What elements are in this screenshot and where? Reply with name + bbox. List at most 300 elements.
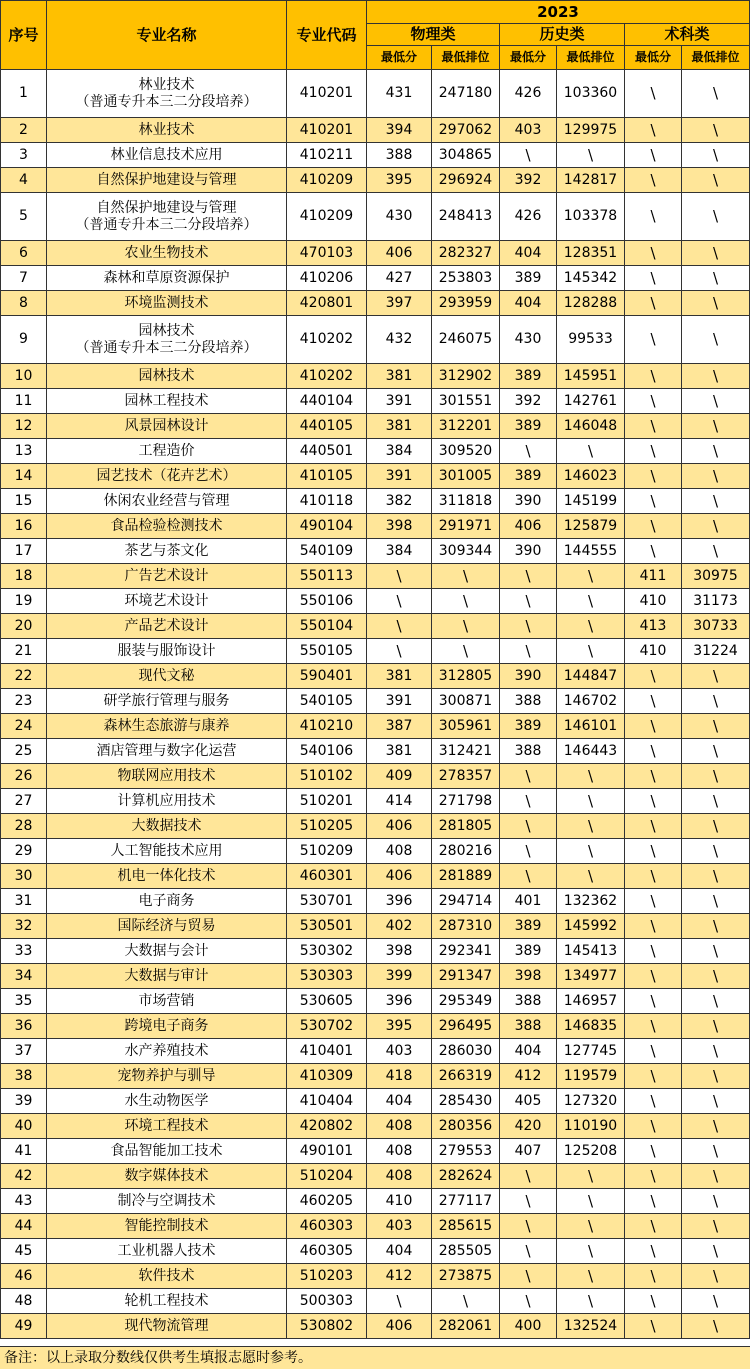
cell-history-min-rank: 119579 xyxy=(557,1064,625,1089)
cell-no: 19 xyxy=(1,589,47,614)
cell-physics-min-score: \ xyxy=(367,614,432,639)
cell-art-min-rank: \ xyxy=(682,193,750,241)
cell-history-min-score: \ xyxy=(500,814,557,839)
cell-physics-min-score: 388 xyxy=(367,143,432,168)
cell-physics-min-score: 406 xyxy=(367,864,432,889)
cell-physics-min-score: 398 xyxy=(367,514,432,539)
cell-art-min-rank: \ xyxy=(682,514,750,539)
cell-history-min-score: \ xyxy=(500,439,557,464)
cell-major-name xyxy=(47,364,287,389)
cell-history-min-score: 405 xyxy=(500,1089,557,1114)
cell-physics-min-rank: 279553 xyxy=(432,1139,500,1164)
cell-art-min-score: \ xyxy=(625,839,682,864)
cell-physics-min-rank: 285615 xyxy=(432,1214,500,1239)
cell-art-min-rank: \ xyxy=(682,664,750,689)
cell-history-min-rank: 129975 xyxy=(557,118,625,143)
cell-physics-min-score: 396 xyxy=(367,989,432,1014)
cell-art-min-rank: \ xyxy=(682,1189,750,1214)
cell-major-code: 460205 xyxy=(287,1189,367,1214)
cell-physics-min-rank: 301005 xyxy=(432,464,500,489)
cell-physics-min-rank: 309344 xyxy=(432,539,500,564)
cell-major-name xyxy=(47,1114,287,1139)
table-row xyxy=(1,1039,750,1064)
cell-history-min-score: \ xyxy=(500,1164,557,1189)
cell-history-min-rank: \ xyxy=(557,839,625,864)
major-name-line: 数字媒体技术 xyxy=(124,1167,209,1184)
cell-no: 36 xyxy=(1,1014,47,1039)
cell-art-min-rank: \ xyxy=(682,1114,750,1139)
cell-history-min-rank: 103378 xyxy=(557,193,625,241)
major-name-line: 休闲农业经营与管理 xyxy=(103,492,230,509)
cell-physics-min-score: 381 xyxy=(367,739,432,764)
cell-physics-min-rank: 304865 xyxy=(432,143,500,168)
cell-art-min-rank: \ xyxy=(682,1314,750,1339)
cell-no: 1 xyxy=(1,70,47,118)
cell-art-min-score: \ xyxy=(625,1164,682,1189)
major-name-line: 产品艺术设计 xyxy=(124,617,209,634)
cell-physics-min-score: 391 xyxy=(367,464,432,489)
cell-art-min-score: \ xyxy=(625,464,682,489)
cell-art-min-rank: \ xyxy=(682,143,750,168)
cell-history-min-score: 392 xyxy=(500,168,557,193)
cell-major-name xyxy=(47,514,287,539)
table-row xyxy=(1,514,750,539)
cell-major-code: 460303 xyxy=(287,1214,367,1239)
cell-no: 41 xyxy=(1,1139,47,1164)
major-name-note: （普通专升本三二分段培养） xyxy=(75,216,258,233)
cell-art-min-rank: \ xyxy=(682,464,750,489)
cell-history-min-rank: 146702 xyxy=(557,689,625,714)
cell-history-min-rank: \ xyxy=(557,589,625,614)
cell-art-min-score: \ xyxy=(625,764,682,789)
cell-art-min-rank: \ xyxy=(682,714,750,739)
major-name-line: 林业技术 xyxy=(138,76,195,93)
major-name-line: 森林和草原资源保护 xyxy=(103,269,230,286)
major-name-line: 轮机工程技术 xyxy=(124,1292,209,1309)
major-name-line: 市场营销 xyxy=(138,992,195,1009)
cell-major-code: 530501 xyxy=(287,914,367,939)
major-name-line: 园艺技术（花卉艺术） xyxy=(96,467,237,484)
cell-history-min-score: 389 xyxy=(500,364,557,389)
table-row xyxy=(1,489,750,514)
cell-history-min-score: 401 xyxy=(500,889,557,914)
cell-history-min-score: 398 xyxy=(500,964,557,989)
cell-history-min-score: \ xyxy=(500,789,557,814)
cell-physics-min-score: 384 xyxy=(367,539,432,564)
cell-no: 13 xyxy=(1,439,47,464)
cell-major-name xyxy=(47,839,287,864)
cell-major-code: 410210 xyxy=(287,714,367,739)
major-name-line: 环境艺术设计 xyxy=(124,592,209,609)
cell-no: 9 xyxy=(1,316,47,364)
cell-history-min-score: 404 xyxy=(500,241,557,266)
cell-history-min-rank: \ xyxy=(557,864,625,889)
major-name-line: 酒店管理与数字化运营 xyxy=(96,742,237,759)
cell-physics-min-rank: 285430 xyxy=(432,1089,500,1114)
table-row xyxy=(1,1289,750,1314)
table-row xyxy=(1,689,750,714)
cell-art-min-rank: \ xyxy=(682,689,750,714)
major-name-line: 森林生态旅游与康养 xyxy=(103,717,230,734)
cell-physics-min-rank: 301551 xyxy=(432,389,500,414)
cell-history-min-score: \ xyxy=(500,1189,557,1214)
cell-art-min-score: \ xyxy=(625,1114,682,1139)
cell-no: 18 xyxy=(1,564,47,589)
table-row xyxy=(1,193,750,241)
cell-physics-min-rank: 296495 xyxy=(432,1014,500,1039)
cell-history-min-rank: 145342 xyxy=(557,266,625,291)
cell-major-name xyxy=(47,814,287,839)
cell-history-min-score: 392 xyxy=(500,389,557,414)
cell-major-code: 490104 xyxy=(287,514,367,539)
cell-history-min-rank: 145951 xyxy=(557,364,625,389)
cell-major-name xyxy=(47,143,287,168)
cell-art-min-score: 410 xyxy=(625,639,682,664)
cell-art-min-score: \ xyxy=(625,414,682,439)
cell-major-name xyxy=(47,639,287,664)
table-row xyxy=(1,389,750,414)
cell-physics-min-score: 387 xyxy=(367,714,432,739)
table-row xyxy=(1,70,750,118)
cell-history-min-rank: 146835 xyxy=(557,1014,625,1039)
cell-no: 26 xyxy=(1,764,47,789)
cell-no: 22 xyxy=(1,664,47,689)
cell-art-min-rank: \ xyxy=(682,1214,750,1239)
cell-art-min-score: \ xyxy=(625,1264,682,1289)
cell-history-min-score: \ xyxy=(500,864,557,889)
table-row xyxy=(1,864,750,889)
cell-major-code: 460301 xyxy=(287,864,367,889)
table-row xyxy=(1,316,750,364)
cell-art-min-rank: \ xyxy=(682,814,750,839)
cell-history-min-rank: 127745 xyxy=(557,1039,625,1064)
cell-art-min-score: \ xyxy=(625,864,682,889)
cell-art-min-rank: \ xyxy=(682,1089,750,1114)
cell-no: 2 xyxy=(1,118,47,143)
cell-major-code: 590401 xyxy=(287,664,367,689)
cell-history-min-score: \ xyxy=(500,143,557,168)
cell-physics-min-score: 397 xyxy=(367,291,432,316)
table-row xyxy=(1,241,750,266)
cell-no: 7 xyxy=(1,266,47,291)
cell-major-name xyxy=(47,989,287,1014)
header-art-min-rank: 最低排位 xyxy=(682,46,750,70)
cell-physics-min-rank: 285505 xyxy=(432,1239,500,1264)
major-name-line: 大数据技术 xyxy=(131,817,202,834)
cell-history-min-rank: 134977 xyxy=(557,964,625,989)
cell-physics-min-rank: 297062 xyxy=(432,118,500,143)
table-row xyxy=(1,989,750,1014)
cell-art-min-rank: \ xyxy=(682,1264,750,1289)
cell-physics-min-rank: \ xyxy=(432,614,500,639)
cell-major-name xyxy=(47,714,287,739)
cell-no: 49 xyxy=(1,1314,47,1339)
cell-history-min-rank: \ xyxy=(557,439,625,464)
cell-physics-min-score: 409 xyxy=(367,764,432,789)
cell-major-code: 530701 xyxy=(287,889,367,914)
cell-major-name xyxy=(47,1164,287,1189)
major-name-line: 茶艺与茶文化 xyxy=(124,542,209,559)
cell-physics-min-score: 404 xyxy=(367,1239,432,1264)
cell-major-name xyxy=(47,489,287,514)
cell-history-min-rank: 110190 xyxy=(557,1114,625,1139)
table-row xyxy=(1,1164,750,1189)
table-row xyxy=(1,739,750,764)
table-row xyxy=(1,1089,750,1114)
cell-major-name xyxy=(47,168,287,193)
cell-no: 10 xyxy=(1,364,47,389)
cell-art-min-score: \ xyxy=(625,389,682,414)
cell-art-min-rank: \ xyxy=(682,70,750,118)
major-name-note: （普通专升本三二分段培养） xyxy=(75,93,258,110)
cell-major-name xyxy=(47,439,287,464)
cell-no: 24 xyxy=(1,714,47,739)
cell-art-min-score: \ xyxy=(625,714,682,739)
cell-major-code: 410202 xyxy=(287,364,367,389)
cell-major-code: 510204 xyxy=(287,1164,367,1189)
cell-art-min-rank: \ xyxy=(682,364,750,389)
cell-history-min-score: 389 xyxy=(500,464,557,489)
table-row xyxy=(1,1264,750,1289)
major-name-line: 大数据与会计 xyxy=(124,942,209,959)
cell-history-min-score: \ xyxy=(500,564,557,589)
cell-no: 31 xyxy=(1,889,47,914)
cell-history-min-score: \ xyxy=(500,764,557,789)
cell-physics-min-rank: 311818 xyxy=(432,489,500,514)
cell-physics-min-score: 406 xyxy=(367,1314,432,1339)
cell-major-name xyxy=(47,1089,287,1114)
cell-art-min-score: 410 xyxy=(625,589,682,614)
cell-no: 20 xyxy=(1,614,47,639)
cell-art-min-score: \ xyxy=(625,266,682,291)
cell-physics-min-score: 403 xyxy=(367,1214,432,1239)
cell-physics-min-score: \ xyxy=(367,1289,432,1314)
cell-no: 40 xyxy=(1,1114,47,1139)
cell-history-min-score: 430 xyxy=(500,316,557,364)
cell-physics-min-rank: 309520 xyxy=(432,439,500,464)
header-major-name: 专业名称 xyxy=(47,1,287,70)
cell-physics-min-score: 391 xyxy=(367,389,432,414)
cell-physics-min-rank: \ xyxy=(432,589,500,614)
cell-major-code: 410209 xyxy=(287,168,367,193)
cell-physics-min-rank: 281889 xyxy=(432,864,500,889)
table-row xyxy=(1,639,750,664)
cell-no: 25 xyxy=(1,739,47,764)
table-row xyxy=(1,714,750,739)
cell-history-min-score: 389 xyxy=(500,939,557,964)
major-name-line: 园林技术 xyxy=(138,367,195,384)
cell-art-min-rank: 30733 xyxy=(682,614,750,639)
cell-history-min-score: 407 xyxy=(500,1139,557,1164)
cell-history-min-rank: 103360 xyxy=(557,70,625,118)
cell-history-min-rank: \ xyxy=(557,764,625,789)
cell-major-code: 530605 xyxy=(287,989,367,1014)
header-no: 序号 xyxy=(1,1,47,70)
header-group-history: 历史类 xyxy=(500,24,625,46)
cell-art-min-rank: \ xyxy=(682,989,750,1014)
cell-no: 11 xyxy=(1,389,47,414)
cell-physics-min-rank: 248413 xyxy=(432,193,500,241)
cell-history-min-rank: 146023 xyxy=(557,464,625,489)
major-name-line: 服装与服饰设计 xyxy=(117,642,216,659)
cell-art-min-rank: \ xyxy=(682,118,750,143)
table-row xyxy=(1,939,750,964)
footnote: 备注：以上录取分数线仅供考生填报志愿时参考。 xyxy=(0,1346,750,1369)
cell-history-min-rank: 125208 xyxy=(557,1139,625,1164)
cell-no: 17 xyxy=(1,539,47,564)
cell-physics-min-score: 403 xyxy=(367,1039,432,1064)
major-name-line: 自然保护地建设与管理 xyxy=(96,199,237,216)
cell-major-name xyxy=(47,689,287,714)
cell-history-min-score: \ xyxy=(500,589,557,614)
cell-major-name xyxy=(47,1064,287,1089)
cell-no: 6 xyxy=(1,241,47,266)
cell-physics-min-rank: \ xyxy=(432,639,500,664)
cell-history-min-score: \ xyxy=(500,639,557,664)
cell-history-min-score: \ xyxy=(500,839,557,864)
cell-history-min-score: 412 xyxy=(500,1064,557,1089)
cell-art-min-rank: \ xyxy=(682,864,750,889)
cell-major-code: 410105 xyxy=(287,464,367,489)
cell-major-name xyxy=(47,241,287,266)
cell-history-min-score: 403 xyxy=(500,118,557,143)
cell-no: 4 xyxy=(1,168,47,193)
cell-art-min-score: \ xyxy=(625,514,682,539)
major-name-line: 研学旅行管理与服务 xyxy=(103,692,230,709)
cell-no: 32 xyxy=(1,914,47,939)
table-row xyxy=(1,539,750,564)
cell-art-min-score: \ xyxy=(625,739,682,764)
table-row xyxy=(1,589,750,614)
header-major-code: 专业代码 xyxy=(287,1,367,70)
major-name-line: 电子商务 xyxy=(138,892,195,909)
major-name-line: 食品智能加工技术 xyxy=(110,1142,223,1159)
header-history-min-rank: 最低排位 xyxy=(557,46,625,70)
cell-major-name xyxy=(47,589,287,614)
cell-major-code: 410401 xyxy=(287,1039,367,1064)
cell-major-code: 540106 xyxy=(287,739,367,764)
cell-art-min-rank: \ xyxy=(682,1139,750,1164)
table-row xyxy=(1,364,750,389)
cell-major-code: 420801 xyxy=(287,291,367,316)
major-name-line: 国际经济与贸易 xyxy=(117,917,216,934)
cell-art-min-score: \ xyxy=(625,539,682,564)
cell-art-min-rank: \ xyxy=(682,291,750,316)
cell-history-min-rank: \ xyxy=(557,789,625,814)
cell-major-name xyxy=(47,266,287,291)
cell-major-name xyxy=(47,389,287,414)
cell-art-min-score: \ xyxy=(625,70,682,118)
cell-physics-min-score: 408 xyxy=(367,839,432,864)
cell-major-code: 410209 xyxy=(287,193,367,241)
cell-art-min-score: \ xyxy=(625,1189,682,1214)
cell-history-min-score: 389 xyxy=(500,266,557,291)
cell-art-min-score: \ xyxy=(625,914,682,939)
cell-major-code: 510203 xyxy=(287,1264,367,1289)
header-year: 2023 xyxy=(367,1,750,24)
cell-major-name xyxy=(47,1239,287,1264)
cell-major-name xyxy=(47,564,287,589)
cell-art-min-rank: \ xyxy=(682,1164,750,1189)
cell-no: 15 xyxy=(1,489,47,514)
cell-history-min-score: 389 xyxy=(500,714,557,739)
cell-art-min-score: \ xyxy=(625,143,682,168)
cell-history-min-score: 420 xyxy=(500,1114,557,1139)
cell-physics-min-rank: 273875 xyxy=(432,1264,500,1289)
cell-history-min-rank: 128288 xyxy=(557,291,625,316)
cell-major-code: 440105 xyxy=(287,414,367,439)
cell-history-min-rank: 145992 xyxy=(557,914,625,939)
table-row xyxy=(1,1239,750,1264)
cell-physics-min-score: 427 xyxy=(367,266,432,291)
cell-physics-min-rank: 278357 xyxy=(432,764,500,789)
cell-art-min-score: 411 xyxy=(625,564,682,589)
cell-no: 34 xyxy=(1,964,47,989)
table-row xyxy=(1,814,750,839)
cell-major-code: 530802 xyxy=(287,1314,367,1339)
table-row xyxy=(1,1114,750,1139)
major-name-line: 广告艺术设计 xyxy=(124,567,209,584)
cell-art-min-rank: \ xyxy=(682,266,750,291)
cell-no: 8 xyxy=(1,291,47,316)
cell-history-min-score: 389 xyxy=(500,914,557,939)
cell-physics-min-rank: 312902 xyxy=(432,364,500,389)
cell-history-min-rank: \ xyxy=(557,1239,625,1264)
cell-major-code: 470103 xyxy=(287,241,367,266)
cell-physics-min-score: 408 xyxy=(367,1164,432,1189)
cell-no: 35 xyxy=(1,989,47,1014)
cell-no: 30 xyxy=(1,864,47,889)
cell-history-min-score: 390 xyxy=(500,539,557,564)
cell-history-min-score: 388 xyxy=(500,1014,557,1039)
table-row xyxy=(1,1189,750,1214)
cell-major-code: 510201 xyxy=(287,789,367,814)
cell-physics-min-rank: 266319 xyxy=(432,1064,500,1089)
cell-art-min-rank: \ xyxy=(682,964,750,989)
cell-physics-min-score: \ xyxy=(367,564,432,589)
cell-art-min-rank: \ xyxy=(682,1289,750,1314)
cell-physics-min-rank: 292341 xyxy=(432,939,500,964)
cell-physics-min-rank: 293959 xyxy=(432,291,500,316)
cell-physics-min-rank: \ xyxy=(432,1289,500,1314)
cell-art-min-score: \ xyxy=(625,1064,682,1089)
cell-art-min-rank: \ xyxy=(682,168,750,193)
cell-history-min-score: 388 xyxy=(500,739,557,764)
cell-history-min-rank: 146957 xyxy=(557,989,625,1014)
cell-art-min-rank: \ xyxy=(682,439,750,464)
cell-art-min-score: 413 xyxy=(625,614,682,639)
cell-major-code: 410118 xyxy=(287,489,367,514)
cell-physics-min-score: 382 xyxy=(367,489,432,514)
header-history-min-score: 最低分 xyxy=(500,46,557,70)
cell-major-code: 410211 xyxy=(287,143,367,168)
table-row xyxy=(1,1314,750,1339)
cell-art-min-score: \ xyxy=(625,664,682,689)
cell-major-code: 540105 xyxy=(287,689,367,714)
major-name-line: 食品检验检测技术 xyxy=(110,517,223,534)
table-header xyxy=(1,1,750,70)
cell-physics-min-score: 396 xyxy=(367,889,432,914)
cell-no: 28 xyxy=(1,814,47,839)
cell-art-min-rank: \ xyxy=(682,241,750,266)
cell-history-min-score: 404 xyxy=(500,1039,557,1064)
table-row xyxy=(1,414,750,439)
cell-physics-min-score: 410 xyxy=(367,1189,432,1214)
cell-physics-min-rank: 247180 xyxy=(432,70,500,118)
cell-major-code: 500303 xyxy=(287,1289,367,1314)
table-row xyxy=(1,614,750,639)
cell-major-name xyxy=(47,414,287,439)
